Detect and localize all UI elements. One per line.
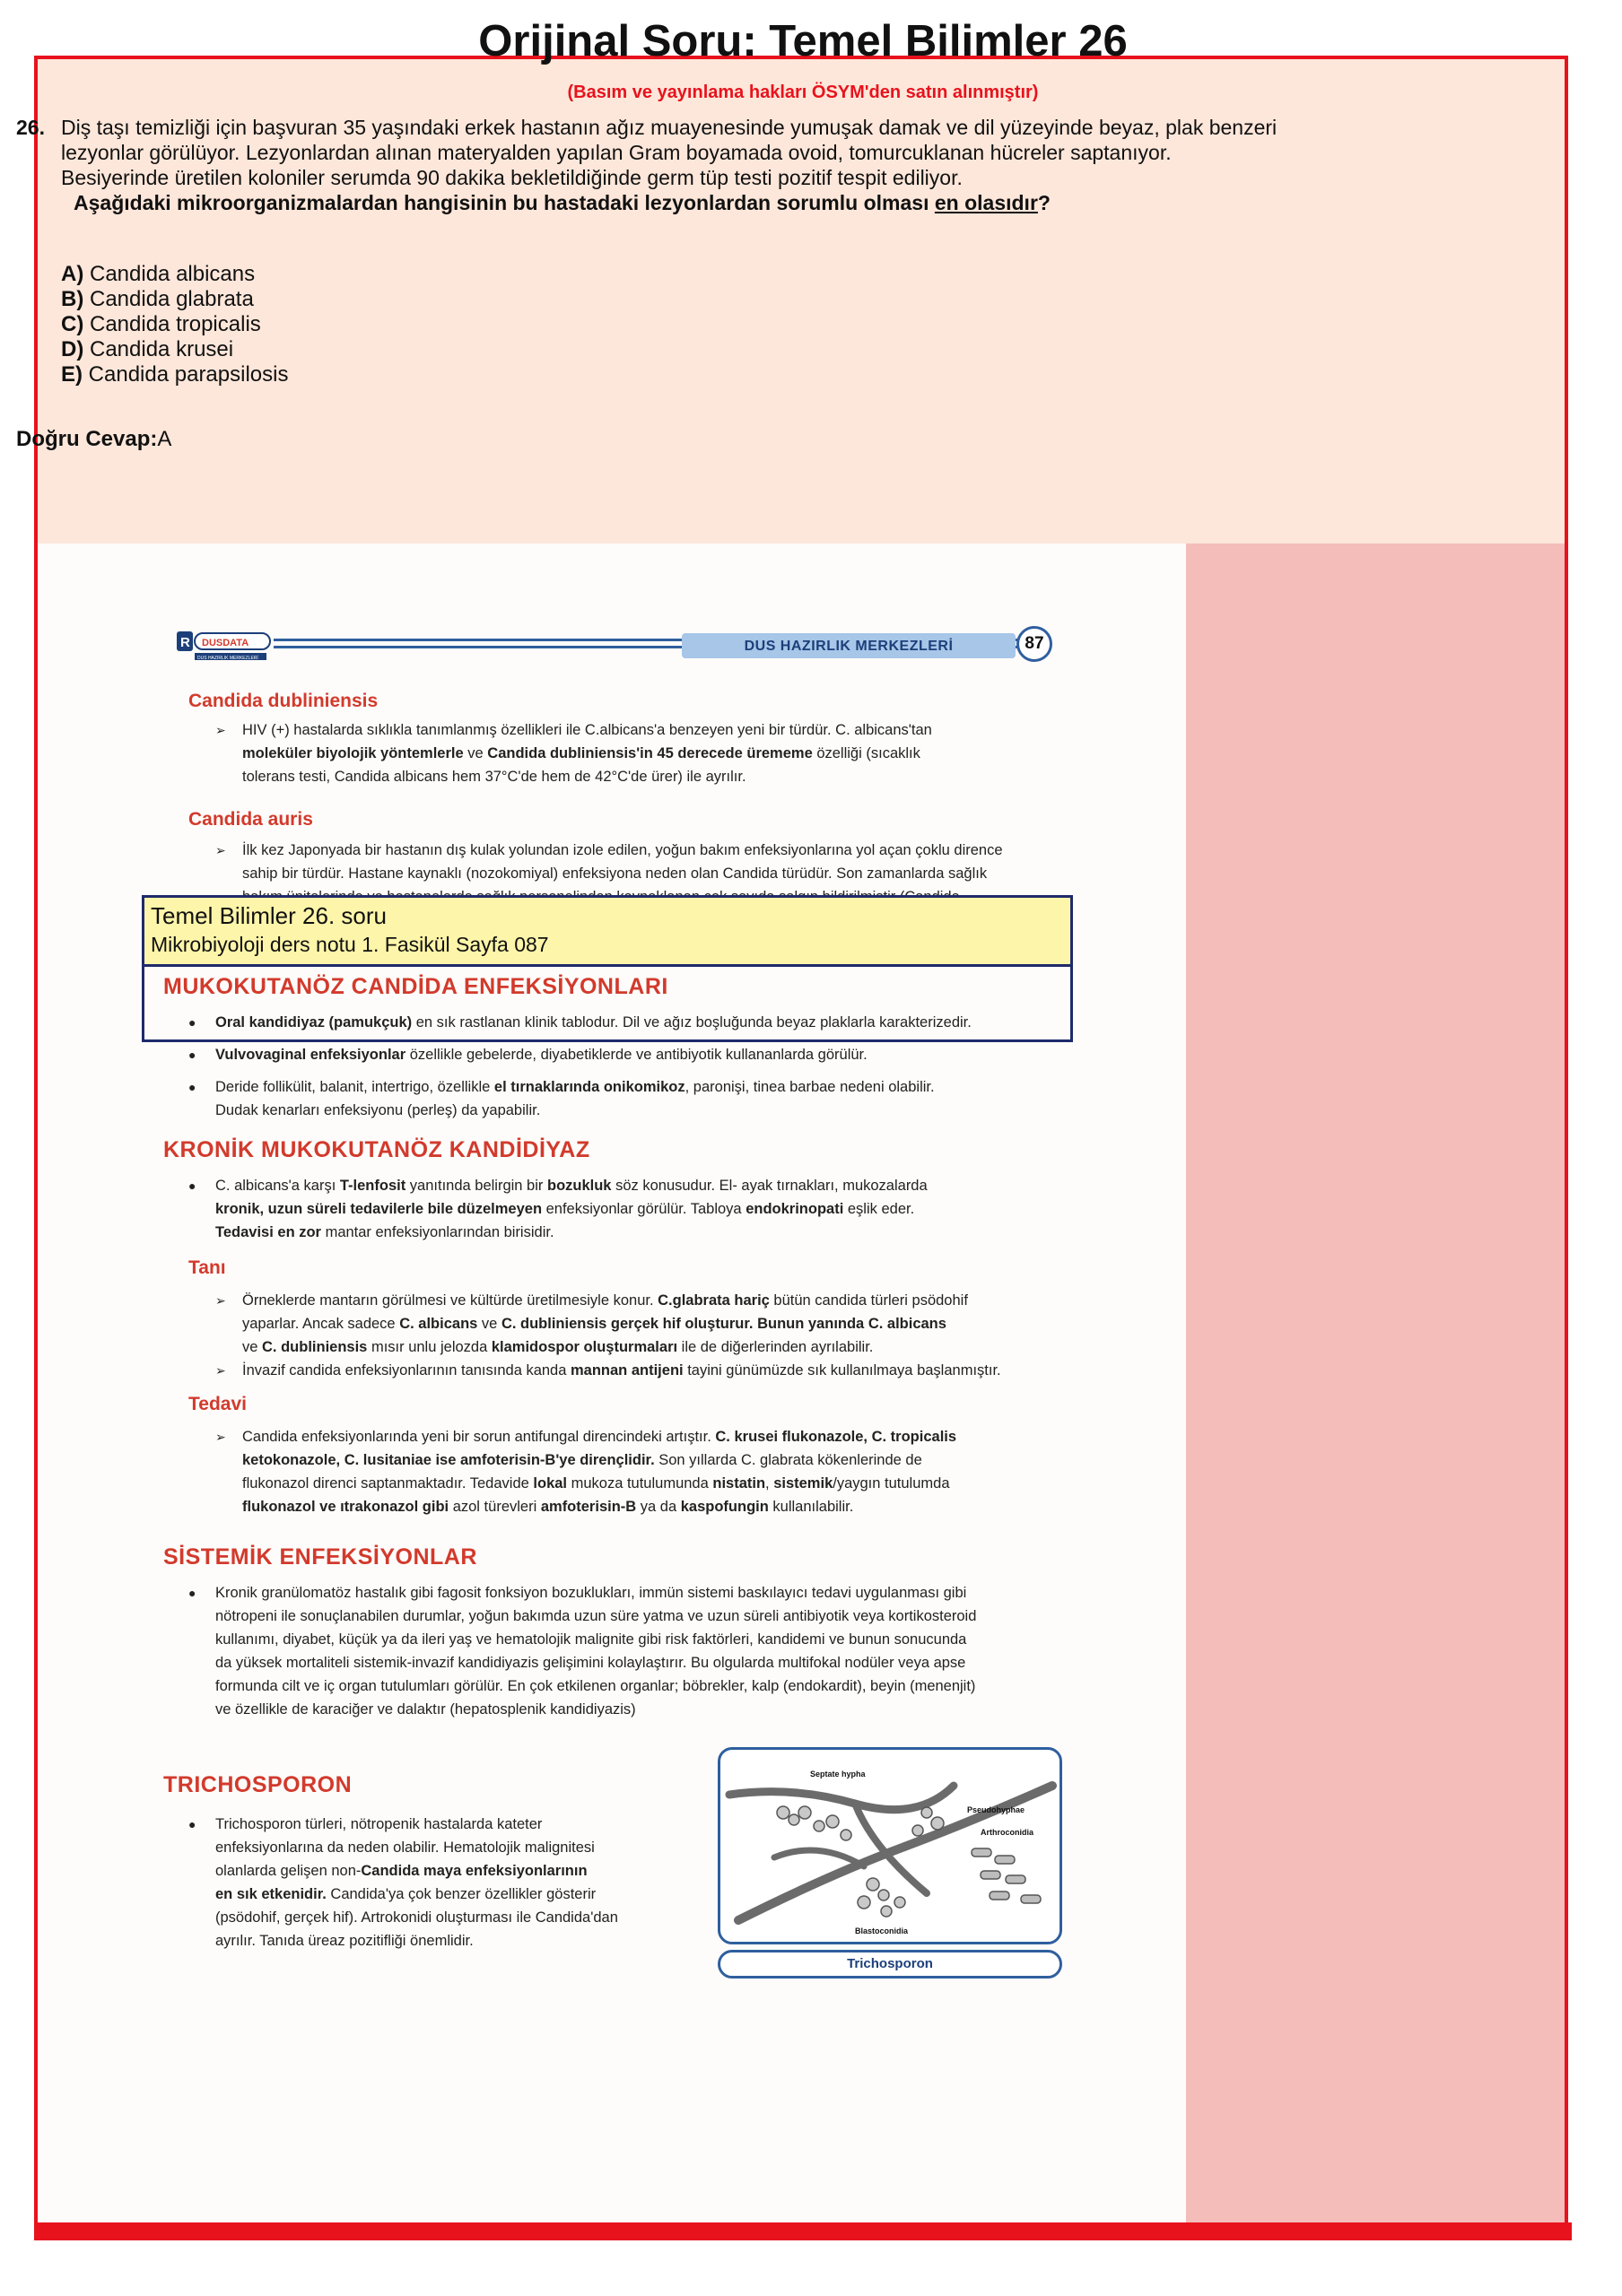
text-line: flukonazol direnci saptanmaktadır. Tedavide lokal mukoza tutulumunda nistatin, sistemik/yaygın tutulumda: [242, 1475, 950, 1492]
hyphae-illustration: [720, 1750, 1060, 1942]
bullet-icon: ●: [188, 1586, 196, 1600]
text-line: formunda cilt ve iç organ tutulumları görülür. En çok etkilenen organlar; böbrekler, kalp (endokardit), beyin (menenjit): [215, 1678, 976, 1694]
option-a[interactable]: A) Candida albicans: [61, 262, 256, 286]
option-c[interactable]: C) Candida tropicalis: [61, 312, 261, 336]
text-line: tolerans testi, Candida albicans hem 37°C'de hem de 42°C'de ürer) ile ayrılır.: [242, 769, 746, 785]
text-line: ketokonazole, C. lusitaniae ise amfoterisin-B'ye dirençlidir. Son yıllarda C. glabrata kökenlerinde de: [242, 1452, 922, 1468]
copyright-note: (Basım ve yayınlama hakları ÖSYM'den satın alınmıştır): [567, 83, 1039, 102]
section-heading: SİSTEMİK ENFEKSİYONLAR: [163, 1544, 477, 1570]
bottom-bar: [34, 2222, 1572, 2240]
arrow-bullet-icon: ➢: [215, 1430, 226, 1444]
label-blastoconidia: Blastoconidia: [855, 1926, 909, 1935]
text-line: İnvazif candida enfeksiyonlarının tanısında kanda mannan antijeni tayini günümüzde sık kullanılmaya başlanmıştır.: [242, 1362, 1001, 1378]
question-ask: Aşağıdaki mikroorganizmalardan hangisinin bu hastadaki lezyonlardan sorumlu olması en olasıdır?: [74, 191, 1051, 214]
svg-text:DUSDATA: DUSDATA: [202, 638, 249, 648]
text-line-clipped: [242, 886, 960, 895]
text-line: Örneklerde mantarın görülmesi ve kültürde üretilmesiyle konur. C.glabrata hariç bütün candida türleri psödohif: [242, 1292, 968, 1309]
text-line: ve özellikle de karaciğer ve dalaktır (hepatosplenik kandidiyazis): [215, 1701, 636, 1718]
section-heading: KRONİK MUKOKUTANÖZ KANDİDİYAZ: [163, 1137, 590, 1162]
text-line: Trichosporon türleri, nötropenik hastalarda kateter: [215, 1816, 543, 1832]
question-title: Orijinal Soru: Temel Bilimler 26: [478, 17, 1128, 65]
text-line: moleküler biyolojik yöntemlerle ve Candida dubliniensis'in 45 derecede ürememe özelliği (sıcaklık: [242, 745, 920, 761]
text-line: Oral kandidiyaz (pamukçuk) en sık rastlanan klinik tablodur. Dil ve ağız boşluğunda beyaz plaklarla karakterizedir.: [215, 1014, 972, 1031]
text-line: (psödohif, gerçek hif). Artrokonidi oluşturması ile Candida'dan: [215, 1909, 618, 1926]
figure-caption: Trichosporon: [718, 1950, 1062, 1979]
question-line: Diş taşı temizliği için başvuran 35 yaşındaki erkek hastanın ağız muayenesinde yumuşak damak ve dil yüzeyinde beyaz, plak benzeri: [61, 116, 1278, 139]
svg-text:DUS HAZIRLIK MERKEZLERİ: DUS HAZIRLIK MERKEZLERİ: [197, 656, 258, 661]
arrow-bullet-icon: ➢: [215, 723, 226, 737]
bullet-icon: ●: [188, 1015, 196, 1030]
text-line: da yüksek mortaliteli sistemik-invazif kandidiyazis gelişimini kolaylaştırır. Bu olgularda multifokal nodüler veya apse: [215, 1655, 966, 1671]
text-line: ayrılır. Tanıda üreaz pozitifliği önemlidir.: [215, 1933, 474, 1949]
bullet-icon: ●: [188, 1817, 196, 1831]
arrow-bullet-icon: ➢: [215, 1293, 226, 1308]
text-line: C. albicans'a karşı T-lenfosit yanıtında belirgin bir bozukluk söz konusudur. El- ayak tırnakları, mukozalarda: [215, 1178, 928, 1194]
question-number: 26.: [16, 116, 45, 139]
bullet-icon: ●: [188, 1080, 196, 1094]
text-line: yaparlar. Ancak sadece C. albicans ve C. dubliniensis gerçek hif oluşturur. Bunun yanında C. albicans: [242, 1316, 946, 1332]
answer-options: [61, 262, 288, 387]
trichosporon-figure: [718, 1747, 1062, 1944]
label-pseudohyphae: Pseudohyphae: [967, 1805, 1025, 1814]
text-line: flukonazol ve ıtrakonazol gibi azol türevleri amfoterisin-B ya da kaspofungin kullanılabilir.: [242, 1499, 854, 1515]
arrow-bullet-icon: ➢: [215, 843, 226, 857]
note-source: Mikrobiyoloji ders notu 1. Fasikül Sayfa 087: [151, 933, 549, 956]
note-title: Temel Bilimler 26. soru: [151, 902, 387, 929]
text-line: Deride follikülit, balanit, intertrigo, özellikle el tırnaklarında onikomikoz, paronişi, tinea barbae nedeni olabilir.: [215, 1079, 935, 1095]
correct-answer: Doğru Cevap:A: [16, 427, 172, 451]
section-heading: TRICHOSPORON: [163, 1772, 353, 1797]
dusdata-logo: [175, 628, 274, 665]
text-line: enfeksiyonlarına da neden olabilir. Hematolojik malignitesi: [215, 1839, 595, 1856]
section-heading: Tanı: [188, 1257, 226, 1278]
text-line: Dudak kenarları enfeksiyonu (perleş) da yapabilir.: [215, 1102, 541, 1118]
option-d[interactable]: D) Candida krusei: [61, 337, 234, 361]
section-heading: Tedavi: [188, 1394, 247, 1414]
bullet-icon: ●: [188, 1178, 196, 1193]
page-number: 87: [1016, 626, 1052, 662]
text-line: ve C. dubliniensis mısır unlu jelozda klamidospor oluşturmaları ile de diğerlerinden ayrılabilir.: [242, 1339, 874, 1355]
question-line: lezyonlar görülüyor. Lezyonlardan alınan materyalden yapılan Gram boyamada ovoid, tomurcuklanan hücreler saptanıyor.: [61, 141, 1172, 164]
text-line: kronik, uzun süreli tedavilerle bile düzelmeyen enfeksiyonlar görülür. Tabloya endokrinopati eşlik eder.: [215, 1201, 915, 1217]
text-line: sahip bir türdür. Hastane kaynaklı (nozokomiyal) enfeksiyona neden olan Candida türüdür. Son zamanlarda sağlık: [242, 865, 988, 882]
text-line: Candida enfeksiyonlarında yeni bir sorun antifungal direncindeki artıştır. C. krusei flukonazole, C. tropicalis: [242, 1429, 957, 1445]
text-line: Kronik granülomatöz hastalık gibi fagosit fonksiyon bozuklukları, immün sistemi baskılayıcı tedavi uygulanması gibi: [215, 1585, 967, 1601]
question-line: Besiyerinde üretilen koloniler serumda 90 dakika bekletildiğinde germ tüp testi pozitif tespit ediliyor.: [61, 166, 963, 189]
option-e[interactable]: E) Candida parapsilosis: [61, 362, 289, 387]
text-line: Vulvovaginal enfeksiyonlar özellikle gebelerde, diyabetiklerde ve antibiyotik kullananlarda görülür.: [215, 1047, 868, 1063]
text-line: İlk kez Japonyada bir hastanın dış kulak yolundan izole edilen, yoğun bakım enfeksiyonlarına yol açan çoklu dirence: [242, 842, 1003, 858]
section-heading: Candida auris: [188, 809, 313, 830]
label-arthroconidia: Arthroconidia: [981, 1828, 1034, 1837]
arrow-bullet-icon: ➢: [215, 1363, 226, 1378]
svg-text:R: R: [180, 635, 190, 650]
label-septate-hypha: Septate hypha: [810, 1770, 866, 1779]
text-line: Tedavisi en zor mantar enfeksiyonlarından birisidir.: [215, 1224, 554, 1240]
section-heading: MUKOKUTANÖZ CANDİDA ENFEKSİYONLARI: [163, 974, 668, 999]
emphasis: en olasıdır: [934, 191, 1038, 214]
option-b[interactable]: B) Candida glabrata: [61, 287, 254, 311]
text-line: HIV (+) hastalarda sıklıkla tanımlanmış özellikleri ile C.albicans'a benzeyen yeni bir türdür. C. albicans'tan: [242, 722, 932, 738]
question-text: [16, 115, 1452, 215]
section-heading: Candida dubliniensis: [188, 691, 379, 711]
text-line: en sık etkenidir. Candida'ya çok benzer özellikler gösterir: [215, 1886, 597, 1902]
text-line: nötropeni ile sonuçlanabilen durumlar, yoğun bakımda uzun süre yatma ve uzun süreli antibiyotik veya kortikosteroid: [215, 1608, 977, 1624]
bullet-icon: ●: [188, 1048, 196, 1062]
text-line: kullanımı, diyabet, küçük ya da ileri yaş ve hematolojik malignite gibi risk faktörleri, kandidemi ve bunun sonucunda: [215, 1631, 967, 1648]
running-header: DUS HAZIRLIK MERKEZLERİ: [744, 639, 954, 654]
text-line: olanlarda gelişen non-Candida maya enfeksiyonlarının: [215, 1863, 588, 1879]
